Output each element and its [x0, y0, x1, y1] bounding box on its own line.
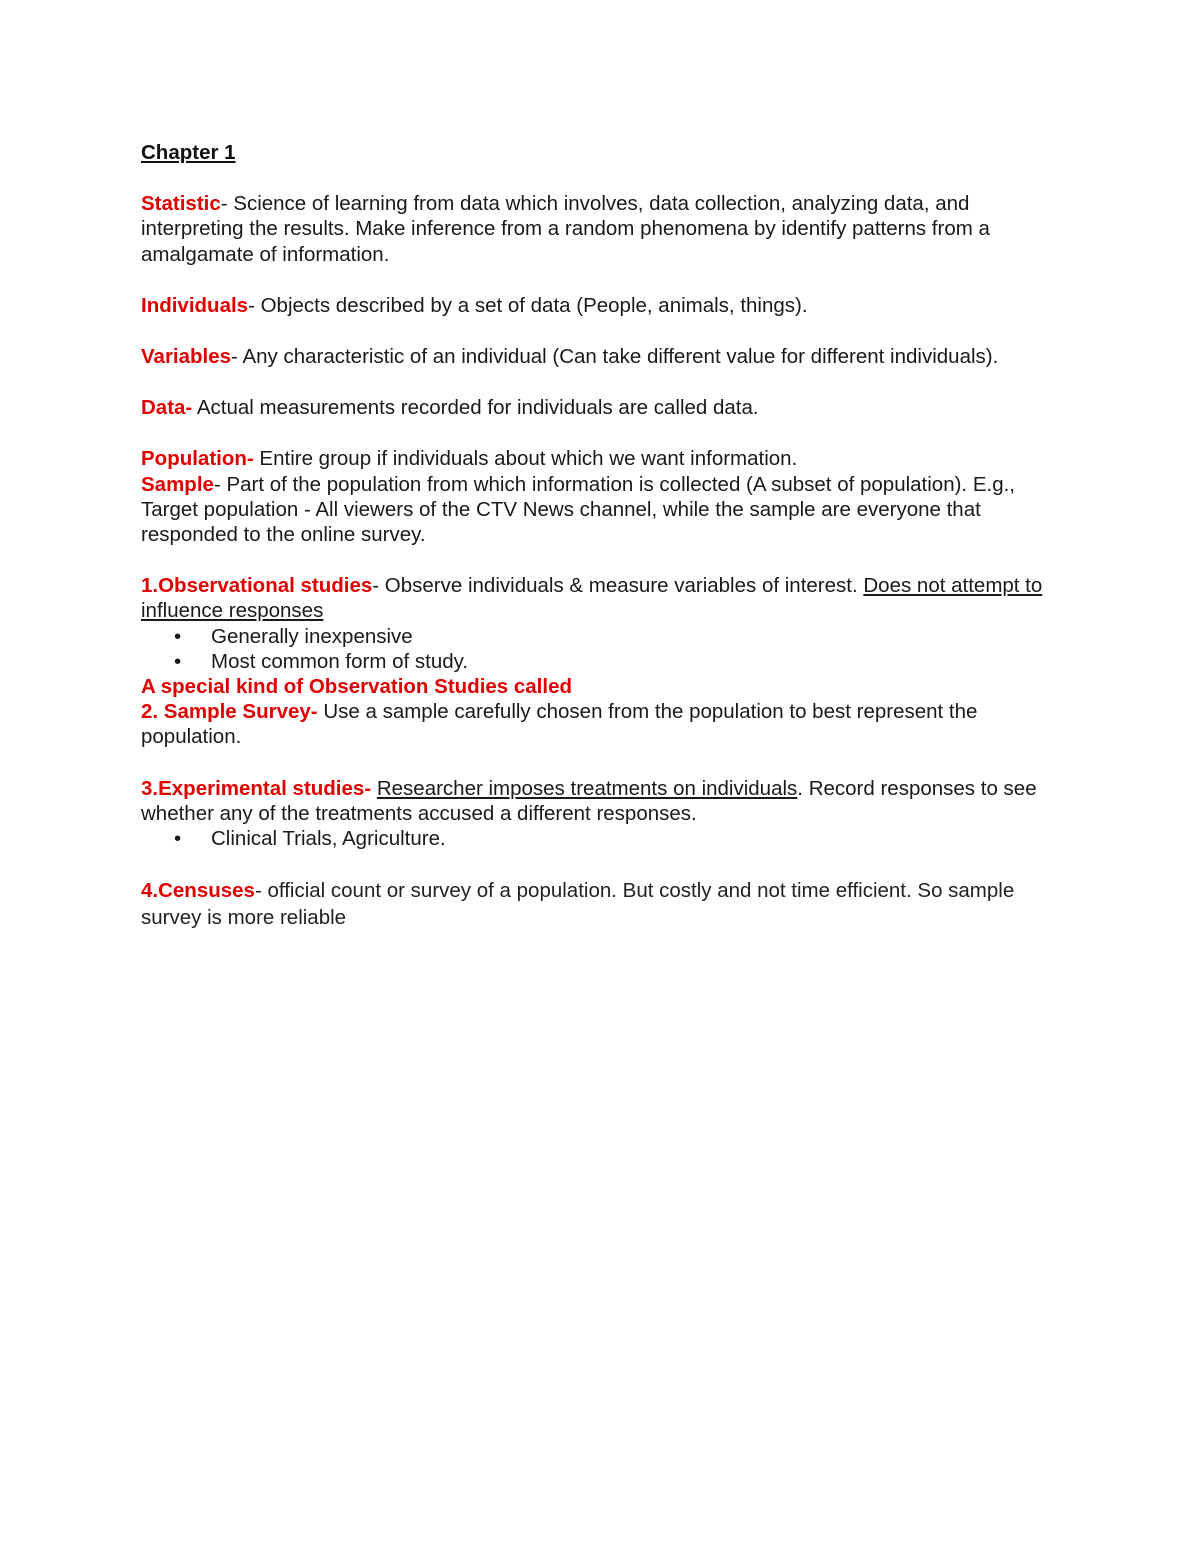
bullet-icon: •	[174, 624, 182, 648]
spacer	[141, 318, 1061, 344]
experimental-underlined: Researcher imposes treatments on individuals	[376, 776, 798, 800]
data-text: Actual measurements recorded for individuals are called data.	[192, 396, 759, 420]
experimental-term: 3.Experimental studies-	[141, 776, 372, 800]
sample-survey-text: Use a sample carefully chosen from the population to best represent the population.	[141, 700, 978, 749]
list-item	[141, 624, 1061, 649]
population-text: Entire group if individuals about which we want information.	[253, 447, 798, 471]
sample-definition	[141, 472, 1061, 548]
variables-definition	[141, 344, 1061, 369]
chapter-title-line	[141, 140, 1061, 165]
document-body	[141, 140, 1061, 931]
sample-survey-definition	[141, 699, 1061, 749]
censuses-definition	[141, 877, 1061, 931]
observational-definition	[141, 573, 1061, 623]
spacer	[141, 750, 1061, 776]
observational-bullet-list	[141, 624, 1061, 674]
list-item-text: Clinical Trials, Agriculture.	[211, 827, 446, 851]
censuses-term: 4.Censuses	[141, 879, 255, 903]
experimental-bullet-list	[141, 826, 1061, 851]
spacer	[141, 420, 1061, 446]
censuses-text: - official count or survey of a population. But costly and not time efficient. So sample survey is more reliable	[141, 879, 1015, 930]
sample-survey-term: 2. Sample Survey-	[141, 700, 318, 724]
observational-text: - Observe individuals & measure variables of interest.	[372, 574, 864, 598]
statistic-text: - Science of learning from data which involves, data collection, analyzing data, and interpreting the results. Make inference from a random phenomena by identify patterns from a amalgamate of information.	[141, 192, 990, 266]
spacer	[141, 851, 1061, 877]
observational-term: 1.Observational studies	[141, 574, 373, 598]
observational-underlined: Does not attempt to influence responses	[141, 574, 1043, 623]
population-term: Population-	[141, 447, 254, 471]
statistic-definition	[141, 191, 1061, 267]
variables-text: - Any characteristic of an individual (Can take different value for different individuals).	[231, 345, 999, 369]
variables-term: Variables	[141, 345, 232, 369]
individuals-term: Individuals	[141, 293, 249, 317]
sample-term: Sample	[141, 472, 214, 496]
data-term: Data-	[141, 396, 193, 420]
spacer	[141, 165, 1061, 191]
list-item-text: Generally inexpensive	[211, 624, 413, 648]
list-item	[141, 649, 1061, 674]
spacer	[141, 547, 1061, 573]
spacer	[141, 369, 1061, 395]
individuals-text: - Objects described by a set of data (People, animals, things).	[248, 293, 808, 317]
statistic-term: Statistic	[141, 192, 221, 216]
list-item-text: Most common form of study.	[211, 649, 469, 673]
data-definition	[141, 395, 1061, 420]
special-heading-line	[141, 674, 1061, 699]
sample-text: - Part of the population from which information is collected (A subset of population). E.g., Target population - All viewers of the CTV News channel, while the sample are everyone that responded to the online survey.	[141, 472, 1015, 547]
bullet-icon: •	[174, 649, 182, 673]
special-heading: A special kind of Observation Studies called	[141, 675, 573, 699]
experimental-definition	[141, 776, 1061, 826]
individuals-definition	[141, 293, 1061, 318]
list-item	[141, 826, 1061, 851]
population-definition	[141, 446, 1061, 471]
chapter-title: Chapter 1	[141, 141, 236, 164]
spacer	[141, 267, 1061, 293]
experimental-text: . Record responses to see whether any of the treatments accused a different responses.	[141, 776, 1037, 825]
bullet-icon: •	[174, 827, 182, 851]
